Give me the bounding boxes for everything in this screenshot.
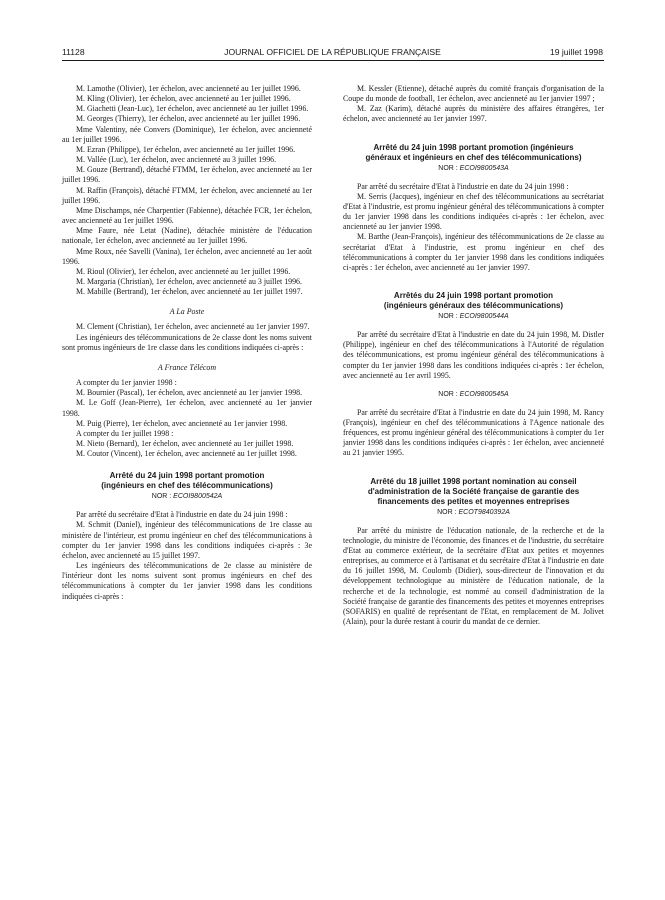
header-rule [62,60,604,61]
nor-label: NOR : [438,313,458,321]
entry-dischamps: Mme Dischamps, née Charpentier (Fabienne), détachée FCR, 1er échelon, avec ancienneté au 1er juillet 1996. [62,205,312,226]
entry-raffin: M. Raffin (François), détaché FTMM, 1er échelon, avec ancienneté au 1er juillet 1996. [62,185,312,205]
arrete-4-title-line-2: d'administration de la Société française de garantie des [367,486,580,496]
arrete-2-title-line-1: Arrêté du 24 juin 1998 portant promotion (ingénieurs [373,142,574,152]
arrete-1-title-line-2: (ingénieurs en chef des télécommunications) [101,481,273,491]
issue-date: 19 juillet 1998 [549,47,603,57]
left-column [62,84,312,602]
right-column [343,84,604,627]
nor-code: ECOI9800545A [459,390,509,398]
compter-juillet: A compter du 1er juillet 1998 : [76,428,174,438]
arrete-1-nor [62,492,312,502]
entry-kessler: M. Kessler (Etienne), détaché auprès du comité français d'organisation de la Coupe du monde de football, 1er échelon, avec ancienneté au 1er janvier 1997 ; [343,84,604,104]
nor-label: NOR : [438,390,458,398]
ingenieurs-paragraph: Les ingénieurs des télécommunications de 2e classe dont les noms suivent sont promus ingénieurs de 1re classe dans les conditions indiquées ci-après : [62,332,312,352]
arrete-2-paragraph-2: M. Serris (Jacques), ingénieur en chef des télécommunications au secrétariat d'Etat à l'industrie, est promu ingénieur général des télécommunications à compter du 1er janvier 1998 dans les conditions indiquées ci-après : 1er échelon, avec ancienneté au 1er janvier 1998. [343,191,604,232]
entry-valentiny: Mme Valentiny, née Convers (Dominique), 1er échelon, avec ancienneté au 1er juillet 1996. [62,124,312,144]
entry-roux: Mme Roux, née Savelli (Vanina), 1er échelon, avec ancienneté au 1er août 1996. [62,246,312,266]
nor-label: NOR : [151,493,172,501]
nor-code: ECOI9800543A [459,164,509,172]
arrete-2-paragraph-1: Par arrêté du secrétaire d'Etat à l'industrie en date du 24 juin 1998 : [357,181,569,191]
entry-zaz: M. Zaz (Karim), détaché auprès du ministère des affaires étrangères, 1er échelon, avec ancienneté au 1er janvier 1997. [343,104,604,124]
nor-label: NOR : [438,164,458,172]
arrete-1-paragraph-1: Par arrêté du secrétaire d'Etat à l'industrie en date du 24 juin 1998 : [76,510,288,520]
entry-gouze: M. Gouze (Bertrand), détaché FTMM, 1er échelon, avec ancienneté au 1er juillet 1996. [62,165,312,185]
entry-vallee: M. Vallée (Luc), 1er échelon, avec ancienneté au 3 juillet 1996. [76,155,277,165]
entry-lamothe: M. Lamothe (Olivier), 1er échelon, avec ancienneté au 1er juillet 1996. [76,84,301,93]
arrete-3b-nor [343,390,604,400]
arrete-2-paragraph-3: M. Barthe (Jean-François), ingénieur des télécommunications de 2e classe au secrétariat d'Etat à l'industrie, est promu ingénieur en chef des télécommunications à compter du 1er janvier 1998 dans les conditions indiquées ci-après : 1er échelon, avec ancienneté au 1er janvier 1997. [343,232,604,272]
nor-label: NOR : [437,508,457,516]
arrete-3-nor [343,312,604,322]
section-la-poste: A La Poste [169,307,205,317]
arrete-3-title-line-1: Arrêtés du 24 juin 1998 portant promotion [393,291,554,301]
arrete-1-paragraph-2: M. Schmit (Daniel), ingénieur des télécommunications de 1re classe au ministère de l'intérieur, est promu ingénieur en chef des télécommunications à compter du 1er janvier 1998 dans les conditions indiquées ci-après : 3e échelon, avec ancienneté au 15 juillet 1997. [62,520,312,560]
section-france-telecom: A France Télécom [157,362,217,372]
nor-code: ECOT9840392A [458,508,510,516]
arrete-1-paragraph-3: Les ingénieurs des télécommunications de 2e classe au ministère de l'intérieur dont les noms suivent sont promus ingénieurs en chef des télécommunications à compter du 1er janvier 1998 dans les conditions indiquées ci-après : [62,561,312,601]
nor-code: ECOI9800544A [459,313,509,321]
entry-puig: M. Puig (Pierre), 1er échelon, avec ancienneté au 1er janvier 1998. [76,418,288,428]
arrete-3-title-line-2: (ingénieurs généraux des télécommunications) [383,301,564,311]
entry-georges: M. Georges (Thierry), 1er échelon, avec ancienneté au 1er juillet 1996. [76,114,301,124]
entry-margaria: M. Margaria (Christian), 1er échelon, avec ancienneté au 3 juillet 1996. [76,276,302,286]
compter-janvier: A compter du 1er janvier 1998 : [76,378,177,388]
entry-giachetti: M. Giachetti (Jean-Luc), 1er échelon, avec ancienneté au 1er juillet 1996. [76,104,309,114]
entry-nieto: M. Nieto (Bernard), 1er échelon, avec ancienneté au 1er juillet 1998. [76,439,294,448]
arrete-4-paragraph: Par arrêté du ministre de l'éducation nationale, de la recherche et de la technologie, du ministre de l'économie, des finances et de l'industrie, du secrétaire d'Etat au commerce extérieur, de la secrétaire d'Etat aux petites et moyennes entreprises, au commerce et à l'artisanat et du secrétaire d'Etat à l'industrie en date du 16 juillet 1998, M. Coulomb (Didier), sous-directeur de l'innovation et du développement technologique au ministère de l'éducation nationale, de la recherche et de la technologie, est nommé au conseil d'administration de la Société française de garantie des financements des petites et moyennes entreprises (SOFARIS) en qualité de représentant de l'Etat, en remplacement de M. Jolivet (Alain), pour la durée restant à courir du mandat de ce dernier. [343,525,604,626]
page-number: 11128 [62,47,85,57]
arrete-1-title-line-1: Arrêté du 24 juin 1998 portant promotion [109,471,265,481]
entry-bournier: M. Bournier (Pascal), 1er échelon, avec ancienneté au 1er janvier 1998. [76,388,303,398]
entry-kling: M. Kling (Olivier), 1er échelon, avec ancienneté au 1er juillet 1996. [76,94,291,104]
arrete-2-nor [343,164,604,174]
arrete-4-title-line-1: Arrêté du 18 juillet 1998 portant nomination au conseil [370,476,577,486]
entry-coutor: M. Coutor (Vincent), 1er échelon, avec ancienneté au 1er juillet 1998. [76,449,297,459]
arrete-3-paragraph: Par arrêté du secrétaire d'Etat à l'industrie en date du 24 juin 1998, M. Distler (Philippe), ingénieur en chef des télécommunications à l'Autorité de régulation des télécommunications, est promu ingénieur général des télécommunications à compter du 1er janvier 1998 dans les conditions indiquées ci-après : 1er échelon, avec ancienneté au 1er avril 1995. [343,330,604,380]
entry-clement: M. Clement (Christian), 1er échelon, avec ancienneté au 1er janvier 1997. [76,322,310,332]
arrete-4-nor [343,508,604,518]
journal-title: JOURNAL OFFICIEL DE LA RÉPUBLIQUE FRANÇAISE [224,47,441,57]
arrete-4-title-line-3: financements des petites et moyennes entreprises [377,496,570,506]
arrete-3b-paragraph: Par arrêté du secrétaire d'Etat à l'industrie en date du 24 juin 1998, M. Rancy (François), ingénieur en chef des télécommunications à l'Agence nationale des fréquences, est promu ingénieur général des télécommunications à compter du 1er janvier 1998 dans les conditions indiquées ci-après : 1er échelon, avec ancienneté au 21 janvier 1995. [343,407,604,458]
entry-faure: Mme Faure, née Letat (Nadine), détachée ministère de l'éducation nationale, 1er échelon, avec ancienneté au 1er juillet 1996. [62,226,312,246]
entry-ezran: M. Ezran (Philippe), 1er échelon, avec ancienneté au 1er juillet 1996. [76,144,296,154]
entry-rioul: M. Rioul (Olivier), 1er échelon, avec ancienneté au 1er juillet 1996. [76,266,291,276]
nor-code: ECOI9800542A [173,493,223,501]
entry-le-goff: M. Le Goff (Jean-Pierre), 1er échelon, avec ancienneté au 1er janvier 1998. [62,398,312,418]
arrete-2-title-line-2: généraux et ingénieurs en chef des télécommunications) [365,152,582,162]
entry-mabille: M. Mabille (Bertrand), 1er échelon, avec ancienneté au 1er juillet 1997. [76,287,303,297]
